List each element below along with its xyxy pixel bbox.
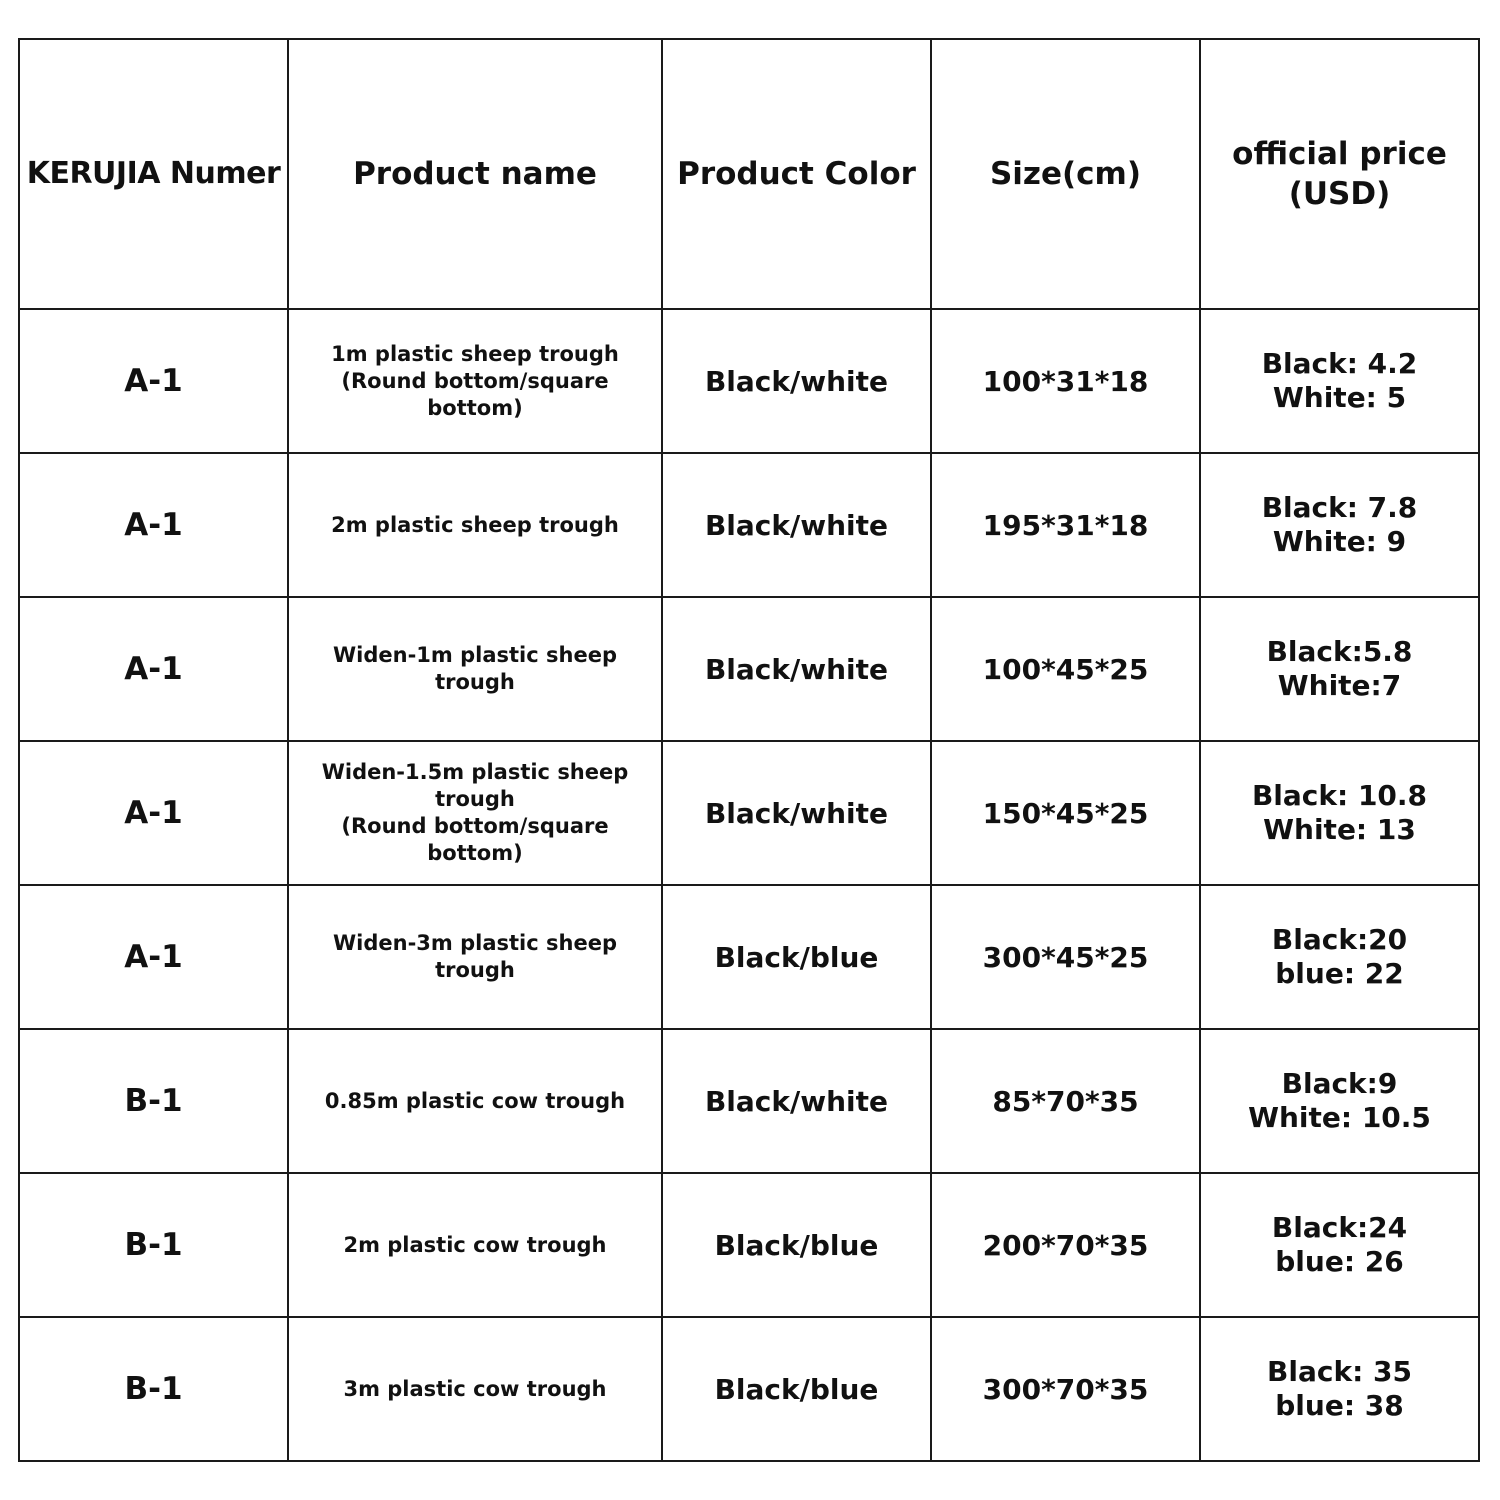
cell-product-color: Black/blue — [662, 1173, 931, 1317]
cell-price — [1200, 309, 1479, 453]
cell-size: 200*70*35 — [931, 1173, 1200, 1317]
cell-size: 300*45*25 — [931, 885, 1200, 1029]
price-line2: blue: 22 — [1275, 957, 1404, 990]
cell-product-name: 3m plastic cow trough — [288, 1317, 662, 1461]
price-line2: White:7 — [1277, 669, 1402, 702]
price-line1: Black:20 — [1271, 923, 1408, 956]
header-price-line1: official price — [1232, 136, 1447, 172]
cell-product-name: 2m plastic sheep trough — [288, 453, 662, 597]
table-row — [19, 741, 1479, 885]
cell-product-name: Widen-1m plastic sheep trough — [288, 597, 662, 741]
table-row — [19, 1173, 1479, 1317]
cell-size: 195*31*18 — [931, 453, 1200, 597]
cell-product-color: Black/white — [662, 597, 931, 741]
cell-price — [1200, 1317, 1479, 1461]
price-line2: White: 10.5 — [1248, 1101, 1431, 1134]
price-line2: blue: 26 — [1275, 1245, 1404, 1278]
cell-product-name — [288, 741, 662, 885]
price-line1: Black:24 — [1271, 1211, 1408, 1244]
header-price-line2: (USD) — [1288, 176, 1391, 212]
cell-price — [1200, 597, 1479, 741]
cell-price — [1200, 1173, 1479, 1317]
table-row — [19, 309, 1479, 453]
cell-numer: B-1 — [19, 1029, 288, 1173]
price-line1: Black: 4.2 — [1261, 347, 1418, 380]
cell-product-color: Black/white — [662, 741, 931, 885]
cell-numer: A-1 — [19, 309, 288, 453]
cell-price — [1200, 885, 1479, 1029]
product-name-line1: 1m plastic sheep trough — [331, 341, 619, 366]
table-row — [19, 597, 1479, 741]
cell-product-name: 2m plastic cow trough — [288, 1173, 662, 1317]
cell-price — [1200, 741, 1479, 885]
header-official-price — [1200, 39, 1479, 309]
cell-size: 100*45*25 — [931, 597, 1200, 741]
product-name-line2: (Round bottom/square bottom) — [341, 814, 609, 865]
product-name-line1: Widen-1.5m plastic sheep trough — [321, 760, 629, 811]
cell-product-color: Black/blue — [662, 885, 931, 1029]
cell-product-color: Black/white — [662, 1029, 931, 1173]
table-row — [19, 453, 1479, 597]
price-line2: blue: 38 — [1275, 1389, 1404, 1422]
price-line1: Black: 7.8 — [1261, 491, 1418, 524]
cell-product-name: Widen-3m plastic sheep trough — [288, 885, 662, 1029]
cell-numer: A-1 — [19, 597, 288, 741]
header-size: Size(cm) — [931, 39, 1200, 309]
header-numer: KERUJIA Numer — [19, 39, 288, 309]
cell-numer: B-1 — [19, 1317, 288, 1461]
price-line1: Black:9 — [1281, 1067, 1398, 1100]
price-line2: White: 9 — [1272, 525, 1407, 558]
cell-price — [1200, 453, 1479, 597]
price-line1: Black: 35 — [1267, 1355, 1412, 1388]
product-name-line2: (Round bottom/square bottom) — [341, 368, 609, 420]
cell-numer: A-1 — [19, 453, 288, 597]
cell-numer: B-1 — [19, 1173, 288, 1317]
cell-size: 150*45*25 — [931, 741, 1200, 885]
cell-product-color: Black/blue — [662, 1317, 931, 1461]
price-line1: Black:5.8 — [1266, 635, 1413, 668]
cell-size: 100*31*18 — [931, 309, 1200, 453]
cell-product-name: 0.85m plastic cow trough — [288, 1029, 662, 1173]
table-row — [19, 1029, 1479, 1173]
header-row — [19, 39, 1479, 309]
price-line1: Black: 10.8 — [1251, 779, 1428, 812]
cell-product-name — [288, 309, 662, 453]
cell-size: 85*70*35 — [931, 1029, 1200, 1173]
table-row — [19, 885, 1479, 1029]
cell-numer: A-1 — [19, 885, 288, 1029]
price-line2: White: 13 — [1263, 813, 1416, 846]
cell-size: 300*70*35 — [931, 1317, 1200, 1461]
cell-product-color: Black/white — [662, 309, 931, 453]
price-line2: White: 5 — [1272, 381, 1407, 414]
table-row — [19, 1317, 1479, 1461]
cell-product-color: Black/white — [662, 453, 931, 597]
cell-numer: A-1 — [19, 741, 288, 885]
header-product-color: Product Color — [662, 39, 931, 309]
header-product-name: Product name — [288, 39, 662, 309]
price-table — [18, 38, 1480, 1462]
cell-price — [1200, 1029, 1479, 1173]
